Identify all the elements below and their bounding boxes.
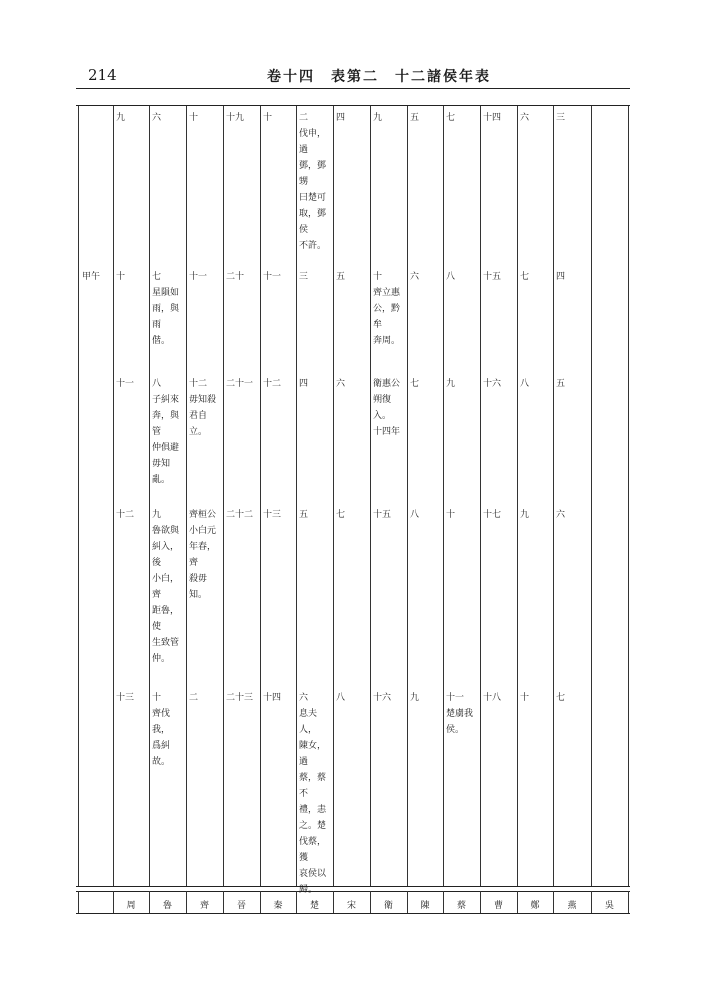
- table-cell: [483, 507, 515, 523]
- column-divider: [370, 106, 371, 886]
- event-line: 糾入，後: [152, 542, 180, 568]
- table-cell: [410, 376, 441, 392]
- column-divider: [443, 106, 444, 886]
- table-left-edge: [78, 106, 79, 886]
- column-divider: [296, 106, 297, 886]
- event-line: 君自立。: [189, 411, 208, 437]
- event-line: 生致管: [152, 638, 180, 648]
- footer-divider: [553, 891, 554, 913]
- table-cell: [446, 507, 478, 523]
- event-line: 鄧，鄧甥: [299, 161, 327, 187]
- column-divider: [149, 106, 150, 886]
- column-divider: [480, 106, 481, 886]
- state-name: 蔡: [456, 901, 466, 911]
- table-cell: [410, 110, 441, 126]
- year-count: 十四: [263, 693, 282, 703]
- year-count: 十二: [189, 379, 208, 389]
- column-divider: [260, 106, 261, 886]
- year-count: 十一: [263, 272, 282, 282]
- table-cell: [483, 690, 515, 706]
- year-count: 八: [152, 379, 162, 389]
- state-name: 曹: [493, 901, 503, 911]
- state-name: 吳: [604, 901, 614, 911]
- year-count: 十七: [483, 510, 502, 520]
- year-count: 九: [446, 379, 456, 389]
- year-count: 五: [336, 272, 346, 282]
- footer-bottom-rule: [76, 913, 630, 914]
- footer-divider: [591, 891, 592, 913]
- year-count: 十六: [373, 693, 392, 703]
- table-cell: [446, 376, 478, 392]
- table-cell: [483, 269, 515, 285]
- table-cell: [556, 376, 589, 392]
- event-line: 魯欲與: [152, 526, 180, 536]
- table-cell: [152, 690, 184, 770]
- event-line: 朔復入。: [373, 395, 392, 421]
- year-count: 十一: [189, 272, 208, 282]
- table-right-edge: [628, 106, 629, 886]
- event-line: 毋知亂。: [152, 459, 171, 485]
- footer-divider: [223, 891, 224, 913]
- table-cell: [299, 507, 331, 523]
- column-divider: [553, 106, 554, 886]
- year-count: 四: [336, 113, 346, 123]
- state-name: 魯: [162, 901, 172, 911]
- year-count: 十: [152, 693, 162, 703]
- year-count: 十六: [483, 379, 502, 389]
- table-cell: [373, 376, 405, 440]
- table-cell: [556, 269, 589, 285]
- event-line: 殺毋知。: [189, 574, 208, 600]
- year-count: 二十: [226, 272, 245, 282]
- year-count: 八: [410, 510, 420, 520]
- year-count: 八: [336, 693, 346, 703]
- table-cell: [299, 269, 331, 285]
- table-cell: [299, 376, 331, 392]
- year-count: 六: [336, 379, 346, 389]
- state-name: 鄭: [530, 901, 540, 911]
- table-cell: [116, 690, 147, 706]
- event-line: 息夫人，: [299, 709, 318, 735]
- year-count: 六: [520, 113, 530, 123]
- table-cell: [299, 110, 331, 254]
- year-count: 九: [373, 113, 383, 123]
- table-cell: [189, 507, 221, 603]
- footer-divider: [517, 891, 518, 913]
- table-cell: [336, 269, 368, 285]
- year-count: 十五: [483, 272, 502, 282]
- table-cell: [116, 376, 147, 392]
- table-cell: [189, 376, 221, 440]
- table-cell: [556, 110, 589, 126]
- event-line: 公，黔牟: [373, 304, 401, 330]
- column-divider: [333, 106, 334, 886]
- table-cell: [263, 110, 294, 126]
- event-line: 十四年: [373, 427, 401, 437]
- column-divider: [223, 106, 224, 886]
- year-count: 十: [189, 113, 199, 123]
- table-cell: [520, 507, 551, 523]
- year-count: 十三: [263, 510, 282, 520]
- year-count: 衛惠公: [373, 379, 401, 389]
- table-top-rule: [76, 105, 630, 106]
- page-number: 214: [88, 66, 117, 84]
- footer-divider: [260, 891, 261, 913]
- year-count: 十: [116, 272, 126, 282]
- year-count: 十: [373, 272, 383, 282]
- table-cell: [373, 269, 405, 349]
- year-count: 十四: [483, 113, 502, 123]
- table-cell: [116, 507, 147, 523]
- table-cell: [299, 690, 331, 898]
- table-cell: [263, 507, 294, 523]
- table-cell: [189, 269, 221, 285]
- table-cell: [520, 376, 551, 392]
- event-line: 奔周。: [373, 336, 401, 346]
- year-count: 五: [556, 379, 566, 389]
- table-cell: [446, 690, 478, 738]
- table-cell: [263, 376, 294, 392]
- event-line: 雨，與雨: [152, 304, 180, 330]
- year-count: 十: [520, 693, 530, 703]
- footer-divider: [443, 891, 444, 913]
- event-line: 毋知殺: [189, 395, 217, 405]
- year-count: 七: [336, 510, 346, 520]
- table-cell: [336, 110, 368, 126]
- table-cell: [226, 110, 258, 126]
- running-head: 卷十四 表第二 十二諸侯年表: [267, 69, 491, 85]
- year-count: 九: [116, 113, 126, 123]
- year-count: 八: [520, 379, 530, 389]
- footer-divider: [296, 891, 297, 913]
- column-divider: [517, 106, 518, 886]
- table-cell: [116, 110, 147, 126]
- column-divider: [113, 106, 114, 886]
- footer-divider: [480, 891, 481, 913]
- year-count: 五: [299, 510, 309, 520]
- table-cell: [226, 690, 258, 706]
- event-line: 之。楚: [299, 821, 327, 831]
- year-count: 二: [189, 693, 199, 703]
- table-bottom-rule: [76, 886, 630, 887]
- year-count: 三: [299, 272, 309, 282]
- event-line: 取，鄧侯: [299, 209, 327, 235]
- table-cell: [410, 269, 441, 285]
- year-count: 二十二: [226, 510, 254, 520]
- event-line: 伐蔡，獲: [299, 837, 327, 863]
- year-count: 十五: [373, 510, 392, 520]
- year-count: 二: [299, 113, 309, 123]
- state-name: 周: [126, 901, 136, 911]
- year-count: 九: [152, 510, 162, 520]
- table-cell: [263, 690, 294, 706]
- year-count: 六: [410, 272, 420, 282]
- event-line: 仲俱避: [152, 443, 180, 453]
- table-cell: [152, 507, 184, 667]
- footer-divider: [333, 891, 334, 913]
- year-count: 六: [556, 510, 566, 520]
- year-count: 七: [446, 113, 456, 123]
- table-cell: [152, 376, 184, 488]
- event-line: 仲。: [152, 654, 171, 664]
- table-cell: [373, 690, 405, 706]
- year-count: 六: [152, 113, 162, 123]
- table-cell: [226, 376, 258, 392]
- event-line: 陳女，過: [299, 741, 327, 767]
- year-count: 二十三: [226, 693, 254, 703]
- state-name: 秦: [273, 901, 283, 911]
- year-count: 十八: [483, 693, 502, 703]
- year-count: 十二: [263, 379, 282, 389]
- footer-divider: [370, 891, 371, 913]
- table-cell: [373, 110, 405, 126]
- event-line: 歸。: [299, 885, 318, 895]
- table-cell: [520, 269, 551, 285]
- event-line: 不許。: [299, 241, 327, 251]
- year-count: 十一: [446, 693, 465, 703]
- event-line: 小白，齊: [152, 574, 180, 600]
- table-cell: [189, 690, 221, 706]
- table-cell: [336, 690, 368, 706]
- column-divider: [407, 106, 408, 886]
- year-count: 八: [446, 272, 456, 282]
- state-name: 晉: [236, 901, 246, 911]
- state-name: 衛: [383, 901, 393, 911]
- year-count: 七: [520, 272, 530, 282]
- state-name: 齊: [199, 901, 209, 911]
- year-count: 十三: [116, 693, 135, 703]
- event-line: 爲糾故。: [152, 741, 171, 767]
- column-divider: [186, 106, 187, 886]
- year-count: 十二: [116, 510, 135, 520]
- table-cell: [152, 269, 184, 349]
- event-line: 蔡，蔡不: [299, 773, 327, 799]
- event-line: 齊伐我，: [152, 709, 171, 735]
- event-line: 偕。: [152, 336, 171, 346]
- table-cell: [446, 110, 478, 126]
- year-count: 六: [299, 693, 309, 703]
- state-name: 燕: [567, 901, 577, 911]
- table-cell: [410, 507, 441, 523]
- event-line: 奔，與管: [152, 411, 180, 437]
- table-cell: [556, 507, 589, 523]
- year-count: 二十一: [226, 379, 254, 389]
- year-count: 三: [556, 113, 566, 123]
- event-line: 伐申，過: [299, 129, 327, 155]
- year-count: 七: [152, 272, 162, 282]
- header-rule: [76, 88, 630, 89]
- table-cell: [336, 376, 368, 392]
- year-count: 四: [299, 379, 309, 389]
- year-count: 十一: [116, 379, 135, 389]
- table-cell: [520, 110, 551, 126]
- event-line: 禮，恚: [299, 805, 327, 815]
- table-cell: [336, 507, 368, 523]
- event-line: 子糾來: [152, 395, 180, 405]
- table-cell: [116, 269, 147, 285]
- year-count: 四: [556, 272, 566, 282]
- footer-divider: [78, 891, 79, 913]
- event-line: 侯。: [446, 725, 465, 735]
- table-cell: [152, 110, 184, 126]
- footer-top-rule: [76, 891, 630, 892]
- table-cell: [483, 110, 515, 126]
- table-cell: [556, 690, 589, 706]
- year-count: 十: [263, 113, 273, 123]
- state-name: 陳: [420, 901, 430, 911]
- year-count: 九: [410, 693, 420, 703]
- year-count: 十: [446, 510, 456, 520]
- event-line: 楚虜我: [446, 709, 474, 719]
- event-line: 年春，齊: [189, 542, 217, 568]
- table-cell: [373, 507, 405, 523]
- table-cell: [483, 376, 515, 392]
- table-cell: [226, 507, 258, 523]
- event-line: 距魯，使: [152, 606, 180, 632]
- table-cell: [263, 269, 294, 285]
- event-line: 哀侯以: [299, 869, 327, 879]
- table-cell: [410, 690, 441, 706]
- era-label: 甲午: [82, 272, 101, 282]
- footer-divider: [407, 891, 408, 913]
- year-count: 七: [556, 693, 566, 703]
- event-line: 齊立惠: [373, 288, 401, 298]
- table-cell: [189, 110, 221, 126]
- year-count: 齊桓公: [189, 510, 217, 520]
- year-count: 十九: [226, 113, 245, 123]
- column-divider: [591, 106, 592, 886]
- footer-divider: [149, 891, 150, 913]
- table-cell: [520, 690, 551, 706]
- event-line: 星隕如: [152, 288, 180, 298]
- event-line: 曰楚可: [299, 193, 327, 203]
- year-count: 七: [410, 379, 420, 389]
- footer-divider: [186, 891, 187, 913]
- table-cell: [226, 269, 258, 285]
- footer-divider: [113, 891, 114, 913]
- year-count: 九: [520, 510, 530, 520]
- state-name: 楚: [309, 901, 319, 911]
- footer-divider: [628, 891, 629, 913]
- table-cell: [446, 269, 478, 285]
- state-name: 宋: [346, 901, 356, 911]
- event-line: 小白元: [189, 526, 217, 536]
- year-count: 五: [410, 113, 420, 123]
